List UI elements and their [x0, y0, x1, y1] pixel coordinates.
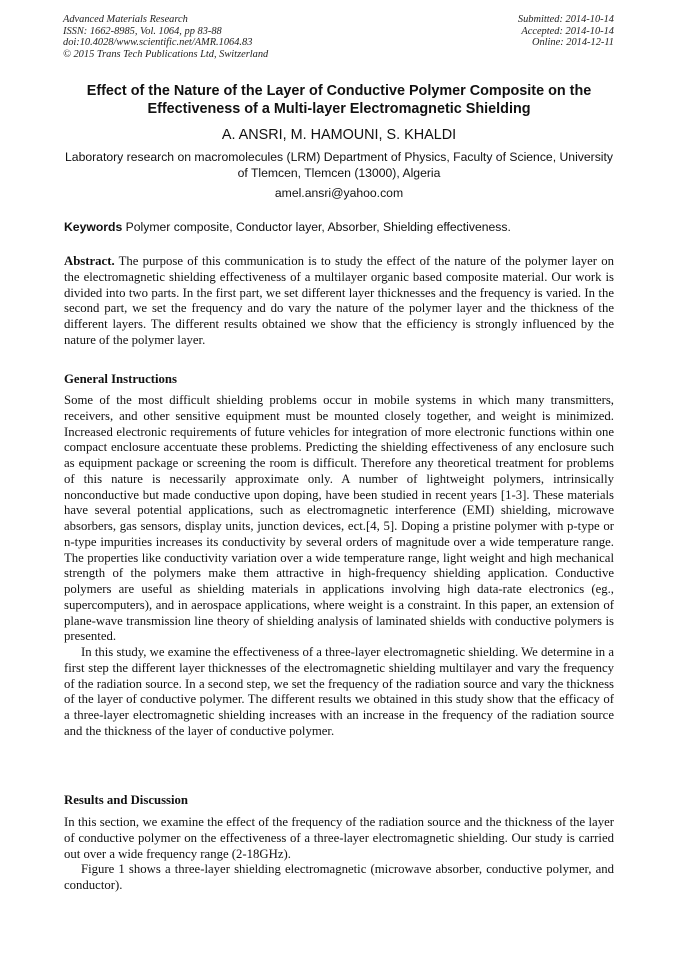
abstract-label: Abstract.	[64, 254, 115, 268]
paragraph: In this study, we examine the effectiveness of a three-layer electromagnetic shielding. We determine in a first step the different layer thicknesses of the electromagnetic shielding multilayer and vary the frequency of the radiation source. In a second step, we set the frequency of the radiation source and vary the thickness of the layer of conductive polymer. The different results we obtained in this study show that the efficacy of a three-layer electromagnetic shielding increases with an increase in the frequency of the radiation source and the thickness of the layer of conductive polymer.	[64, 645, 614, 738]
paragraph: Some of the most difficult shielding problems occur in mobile systems in which many transmitters, receivers, and other sensitive equipment must be mounted closely together, and weight is minimized. Increased electronic requirements of future vehicles for integration of more electronic functions within one compact enclosure accentuate these problems. Predicting the shielding effectiveness of any enclosure such as equipment package or screening the room is difficult. Therefore any theoretical treatment for problems of this nature is necessarily approximate only. A number of lightweight polymers, intrinsically nonconductive but made conductive upon doping, have been studied in recent years [1-3]. These materials have several potential applications, such as electromagnetic interference (EMI) shielding, microwave absorbers, gas sensors, display units, junction devices, ect.[4, 5]. Doping a pristine polymer with p-type or n-type impurities increases its conductivity by several orders of magnitude over a wide temperature range. The properties like conductivity variation over a wide temperature range, light weight and high mechanical strength of the polymers make them attractive in high-frequency shielding application. Conductive polymers are useful as shielding materials in applications involving high data-rate electronics (eg., supercomputers), and in aerospace applications, where weight is a constraint. In this paper, an extension of plane-wave transmission line theory of shielding analysis of laminated shields with conductive polymers is presented.	[64, 393, 614, 644]
doi: doi:10.4028/www.scientific.net/AMR.1064.83	[63, 37, 253, 49]
submitted-date: Submitted: 2014-10-14	[517, 14, 614, 25]
paragraph: Figure 1 shows a three-layer shielding electromagnetic (microwave absorber, conductive polymer, and conductor).	[64, 862, 614, 892]
online-date: Online: 2014-12-11	[531, 37, 614, 49]
section-heading-results-discussion: Results and Discussion	[64, 793, 188, 807]
section-body-general-instructions	[64, 393, 614, 740]
abstract-text: The purpose of this communication is to study the effect of the nature of the polymer layer on the electromagnetic shielding effectiveness of a multilayer organic based composite material. Our work is divided into two parts. In the first part, we set different layer thicknesses and the frequency is varied. In the second part, we set the frequency and do vary the nature of the polymer layer and the thickness of the different layers. The different results obtained we show that the efficiency is strongly influenced by the nature of the polymer layer.	[64, 254, 614, 347]
affiliation: Laboratory research on macromolecules (LRM) Department of Physics, Faculty of Science, University of Tlemcen, Tlemcen (13000), Algeria	[65, 150, 613, 180]
abstract	[64, 254, 614, 349]
submission-dates	[518, 14, 614, 49]
paper-title: Effect of the Nature of the Layer of Conductive Polymer Composite on the Effectiveness of a Multi-layer Electromagnetic Shielding	[86, 83, 592, 117]
keywords	[64, 220, 614, 235]
journal-info	[63, 14, 268, 60]
author-email: amel.ansri@yahoo.com	[274, 186, 404, 200]
section-body-results-discussion	[64, 815, 614, 894]
journal-name: Advanced Materials Research	[63, 14, 188, 25]
paragraph: In this section, we examine the effect of the frequency of the radiation source and the thickness of the layer of conductive polymer on the effectiveness of a three-layer electromagnetic shielding. Our study is carried out over a wide frequency range (2-18GHz).	[64, 815, 614, 861]
keywords-label: Keywords	[64, 220, 123, 234]
keywords-text: Polymer composite, Conductor layer, Absorber, Shielding effectiveness.	[122, 220, 511, 234]
authors: A. ANSRI, M. HAMOUNI, S. KHALDI	[221, 127, 457, 143]
issn-volume: ISSN: 1662-8985, Vol. 1064, pp 83-88	[63, 25, 222, 37]
accepted-date: Accepted: 2014-10-14	[521, 25, 614, 37]
section-heading-general-instructions: General Instructions	[64, 372, 177, 386]
copyright: © 2015 Trans Tech Publications Ltd, Switzerland	[63, 48, 269, 60]
